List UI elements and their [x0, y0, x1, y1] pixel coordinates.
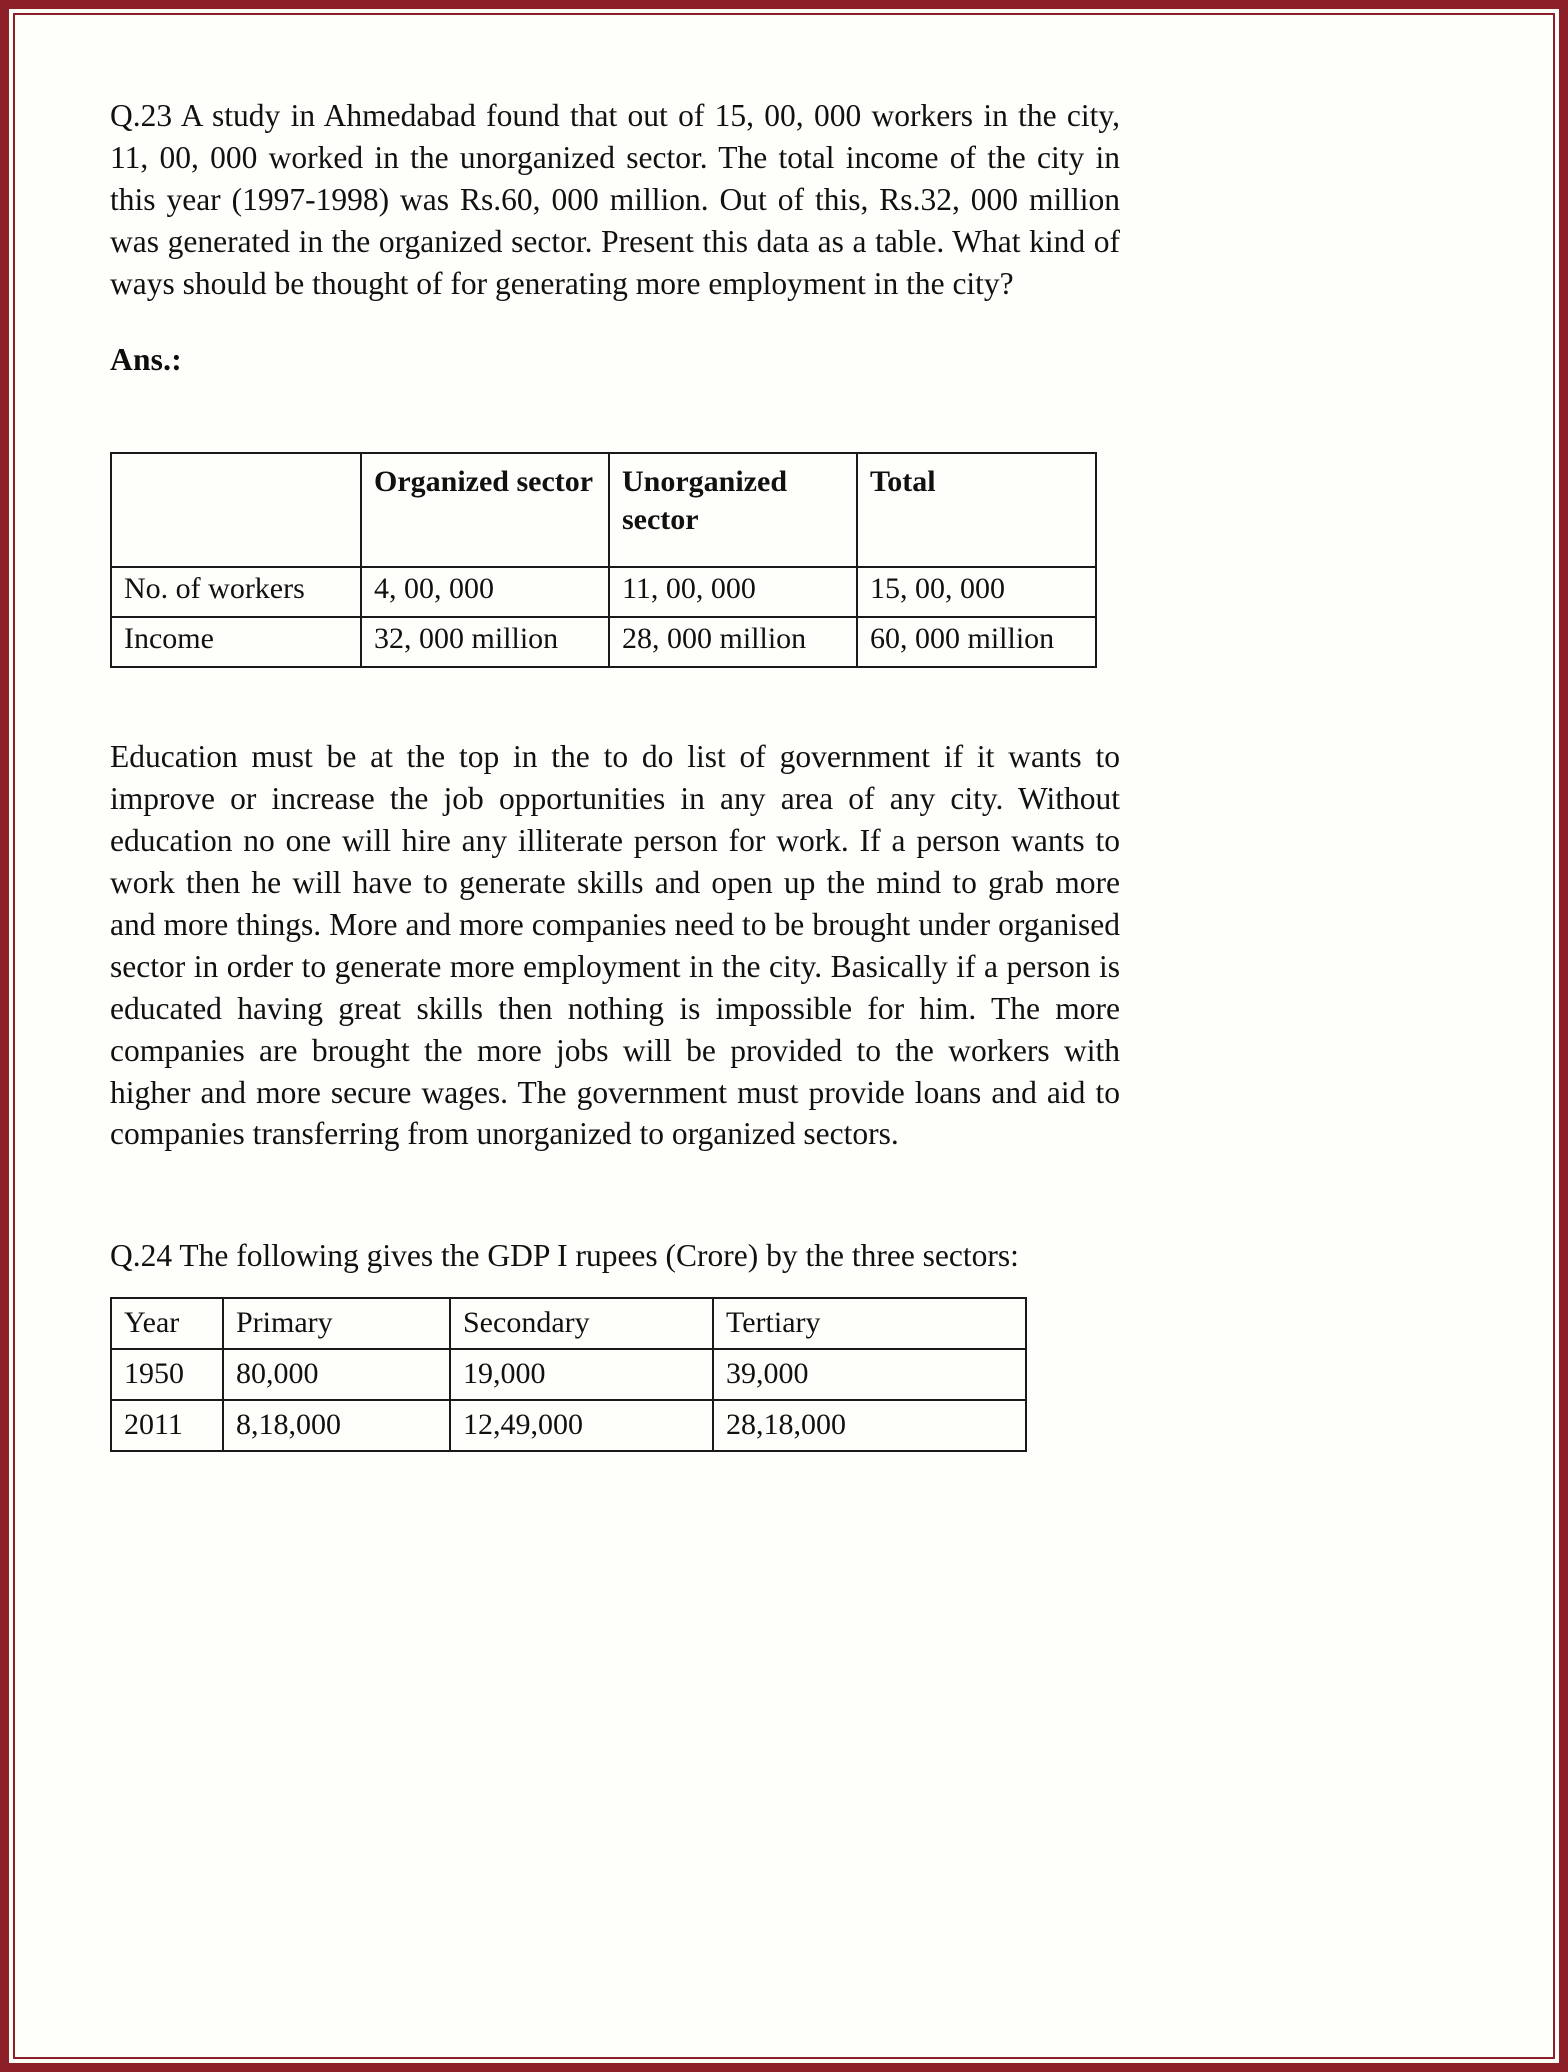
income-total-value: 60, 000 million: [857, 617, 1096, 667]
table-1-header-unorganized: Unorganized sector: [609, 453, 857, 567]
table-header-row: [111, 1298, 1026, 1349]
table-row: [111, 1400, 1026, 1451]
table-row: [111, 1349, 1026, 1400]
gdp-tertiary-2011: 28,18,000: [713, 1400, 1026, 1451]
workers-unorganized-value: 11, 00, 000: [609, 567, 857, 617]
workers-total-value: 15, 00, 000: [857, 567, 1096, 617]
table-1-header-organized: Organized sector: [361, 453, 609, 567]
table-1-header-blank: [111, 453, 361, 567]
question-23-text: Q.23 A study in Ahmedabad found that out of 15, 00, 000 workers in the city, 11, 00, 000 worked in the unorganized sector. The total income of the city in this year (1997-1998) was Rs.60, 000 million. Out of this, Rs.32, 000 million was generated in the organized sector. Present this data as a table. What kind of ways should be thought of for generating more employment in the city?: [110, 98, 1120, 301]
table-header-row: [111, 453, 1096, 567]
answer-label: Ans.:: [110, 342, 182, 378]
table-2-wrapper: [110, 1297, 1120, 1452]
table-2-header-primary: Primary: [223, 1298, 450, 1349]
gdp-year-2011: 2011: [111, 1400, 223, 1451]
row-label-workers: No. of workers: [111, 567, 361, 617]
row-label-income: Income: [111, 617, 361, 667]
gdp-sector-table: [110, 1297, 1027, 1452]
table-row: [111, 617, 1096, 667]
income-organized-value: 32, 000 million: [361, 617, 609, 667]
sector-data-table: [110, 452, 1097, 668]
question-24-text: Q.24 The following gives the GDP I rupees (Crore) by the three sectors:: [110, 1238, 1019, 1274]
gdp-year-1950: 1950: [111, 1349, 223, 1400]
table-2-head: [111, 1298, 1026, 1349]
table-2-body: [111, 1349, 1026, 1451]
gdp-primary-1950: 80,000: [223, 1349, 450, 1400]
table-2-header-tertiary: Tertiary: [713, 1298, 1026, 1349]
income-unorganized-value: 28, 000 million: [609, 617, 857, 667]
gdp-secondary-2011: 12,49,000: [450, 1400, 713, 1451]
table-2-header-secondary: Secondary: [450, 1298, 713, 1349]
workers-organized-value: 4, 00, 000: [361, 567, 609, 617]
page-inner-border: [13, 13, 1555, 2059]
table-1-body: [111, 567, 1096, 667]
gdp-secondary-1950: 19,000: [450, 1349, 713, 1400]
gdp-primary-2011: 8,18,000: [223, 1400, 450, 1451]
table-row: [111, 567, 1096, 617]
answer-paragraph: Education must be at the top in the to do list of government if it wants to improve or increase the job opportunities in any area of any city. Without education no one will hire any illiterate person for work. If a person wants to work then he will have to generate skills and open up the mind to grab more and more things. More and more companies need to be brought under organised sector in order to generate more employment in the city. Basically if a person is educated having great skills then nothing is impossible for him. The more companies are brought the more jobs will be provided to the workers with higher and more secure wages. The government must provide loans and aid to companies transferring from unorganized to organized sectors.: [110, 739, 1120, 1152]
gdp-tertiary-1950: 39,000: [713, 1349, 1026, 1400]
table-1-head: [111, 453, 1096, 567]
table-2-header-year: Year: [111, 1298, 223, 1349]
table-1-wrapper: [110, 452, 1120, 668]
page-content: [110, 95, 1120, 1452]
table-1-header-total: Total: [857, 453, 1096, 567]
